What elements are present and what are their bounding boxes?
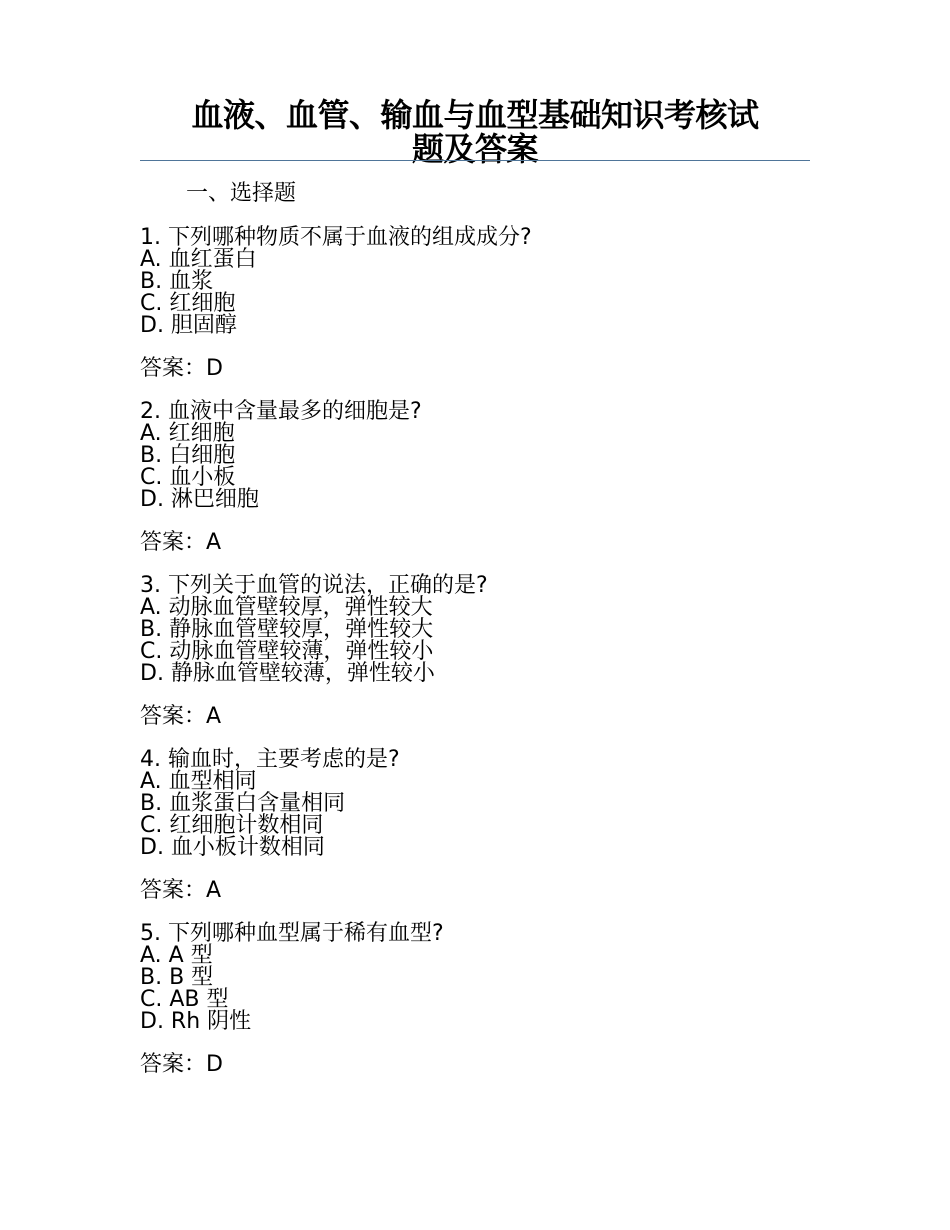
option-b: B. 静脉血管壁较厚，弹性较大 [140, 617, 434, 642]
option-d: D. Rh 阴性 [140, 1009, 252, 1034]
option-a: A. 血红蛋白 [140, 247, 257, 272]
question-text: 5. 下列哪种血型属于稀有血型? [140, 921, 444, 946]
question-text: 3. 下列关于血管的说法，正确的是? [140, 573, 488, 598]
option-a: A. 红细胞 [140, 421, 235, 446]
title-line-1: 血液、血管、输血与血型基础知识考核试 [191, 96, 759, 134]
question-block [140, 575, 820, 731]
answer-text: 答案：D [140, 1052, 223, 1077]
option-a: A. 血型相同 [140, 769, 257, 794]
option-d: D. 胆固醇 [140, 313, 237, 338]
option-d: D. 血小板计数相同 [140, 835, 325, 860]
option-c: C. 红细胞 [140, 291, 236, 316]
option-c: C. 血小板 [140, 465, 236, 490]
option-b: B. 血浆蛋白含量相同 [140, 791, 346, 816]
question-block [140, 749, 820, 905]
option-c: C. 动脉血管壁较薄，弹性较小 [140, 639, 434, 664]
title-line-2: 题及答案 [411, 130, 538, 168]
title-underline [140, 160, 810, 161]
option-d: D. 淋巴细胞 [140, 487, 259, 512]
question-text: 1. 下列哪种物质不属于血液的组成成分? [140, 225, 532, 250]
option-c: C. 红细胞计数相同 [140, 813, 324, 838]
option-b: B. B 型 [140, 965, 214, 990]
option-a: A. A 型 [140, 943, 213, 968]
question-block [140, 923, 820, 1079]
answer-text: 答案：A [140, 704, 222, 729]
answer-text: 答案：A [140, 530, 222, 555]
option-d: D. 静脉血管壁较薄，弹性较小 [140, 661, 435, 686]
option-c: C. AB 型 [140, 987, 229, 1012]
option-b: B. 血浆 [140, 269, 214, 294]
option-a: A. 动脉血管壁较厚，弹性较大 [140, 595, 433, 620]
option-b: B. 白细胞 [140, 443, 236, 468]
question-block [140, 401, 820, 557]
section-heading: 一、选择题 [186, 181, 297, 206]
question-text: 4. 输血时，主要考虑的是? [140, 747, 400, 772]
question-text: 2. 血液中含量最多的细胞是? [140, 399, 422, 424]
document-title [140, 98, 810, 166]
question-block [140, 227, 820, 383]
answer-text: 答案：A [140, 878, 222, 903]
answer-text: 答案：D [140, 356, 223, 381]
